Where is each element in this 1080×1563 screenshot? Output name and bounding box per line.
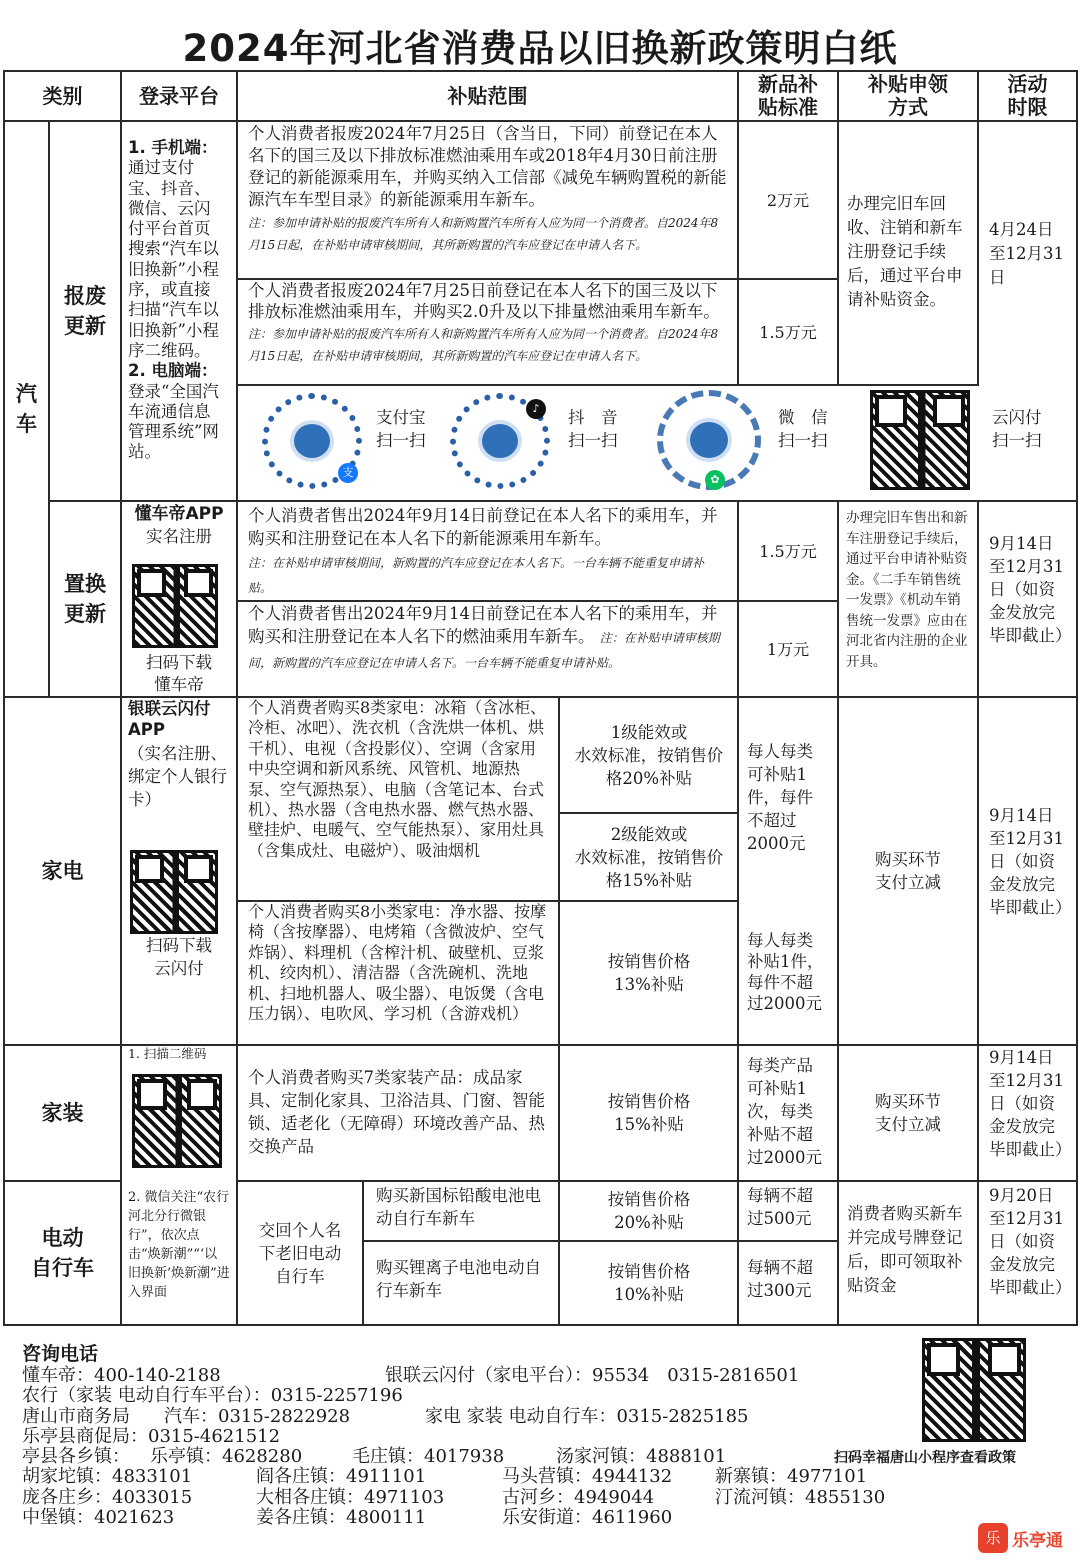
ebike-row1-cap: 每辆不超过500元 — [747, 1186, 813, 1228]
appliance-row2-cap: 每人每类补贴1件，每件不超过2000元 — [747, 931, 824, 1013]
ebike-row1-standard: 按销售价格 20%补贴 — [607, 1190, 691, 1232]
home-scope: 个人消费者购买7类家装产品：成品家具、定制化家具、卫浴洁具、门窗、智能锁、适老化（无障碍）环境改善产品、热交换产品 — [248, 1068, 545, 1156]
appliance-period: 9月14日至12月31日（如资金发放完毕即截止） — [989, 806, 1072, 917]
replace-row1-scope — [238, 504, 737, 600]
header-period: 活动时限 — [1007, 72, 1048, 119]
replace-row1-note: 注：在补贴申请审核期间，新购置的汽车应登记在本人名下。一台车辆不能重复申请补贴。 — [248, 556, 705, 595]
appliance-method: 购买环节 支付立减 — [875, 850, 941, 892]
replace-row2-scope — [238, 602, 737, 696]
watermark — [978, 1520, 1074, 1556]
scrap-row1-scope — [238, 122, 737, 278]
home-cap: 每类产品可补贴1次，每类补贴不超过2000元 — [747, 1056, 822, 1167]
footer-abc-phone: 农行（家装 电动自行车平台）：0315-2257196 — [22, 1385, 403, 1406]
ebike-row2-scope: 购买锂离子电池电动自行车新车 — [376, 1258, 541, 1300]
subcategory-replace: 置换更新 — [64, 572, 106, 626]
replace-row2-note: 注：在补贴申请审核期间，新购置的汽车应登记在申请人名下。一台车辆不能重复申请补贴。 — [248, 631, 720, 670]
footer-tangshan-bureau: 唐山市商务局 — [22, 1406, 130, 1427]
alipay-qr-code[interactable] — [262, 393, 362, 489]
town-phone: 胡家坨镇：4833101 — [22, 1466, 193, 1487]
xingfu-tangshan-qr-code[interactable] — [922, 1338, 1026, 1442]
scrap-row2-scope-text: 个人消费者报废2024年7月25日前登记在本人名下的国三及以下排放标准燃油乘用车，并购买2.0升及以下排量燃油乘用车新车。 — [248, 281, 720, 321]
town-phone: 中堡镇：4021623 — [22, 1507, 175, 1528]
unionpay-app-qr-code[interactable] — [130, 850, 218, 934]
replace-row1-scope-text: 个人消费者售出2024年9月14日前登记在本人名下的乘用车，并购买和注册登记在本人名下的新能源乘用车新车。 — [248, 506, 718, 548]
town-phone: 大相各庄镇：4971103 — [256, 1487, 445, 1508]
home-standard: 按销售价格 15%补贴 — [607, 1092, 691, 1134]
appliance-level1-standard: 1级能效或 水效标准，按销售价格20%补贴 — [574, 722, 724, 788]
replace-platform-register: 实名注册 — [146, 526, 212, 546]
ebike-period: 9月20日至12月31日（如资金发放完毕即截止） — [989, 1186, 1072, 1297]
appliance-row1-cap: 每人每类可补贴1件，每件不超过2000元 — [747, 742, 813, 853]
douyin-icon: ♪ — [526, 399, 546, 419]
replace-period: 9月14日至12月31日（如资金发放完毕即截止） — [989, 534, 1072, 645]
watermark-text: 乐亭通 — [1012, 1530, 1063, 1551]
scrap-platform-mobile-heading: 1. 手机端： — [128, 138, 218, 157]
scrap-row2-scope — [238, 280, 737, 384]
appliance-level2-standard: 2级能效或 水效标准，按销售价格15%补贴 — [574, 824, 724, 890]
appliance-row1-scope: 个人消费者购买8类家电：冰箱（含冰柜、冷柜、冰吧）、洗衣机（含洗烘一体机、烘干机）、电视（含投影仪）、空调（含家用中央空调和新风系统、风管机、地源热泵、空气源热泵）、电脑（含笔记本、台式机）、热水器（含电热水器、燃气热水器、壁挂炉、电暖气、空气能热泵）、家用灶具（含集成灶、电磁炉）、吸油烟机 — [248, 698, 547, 860]
home-platform-wechat: 2. 微信关注“农行河北分行微银行”，依次点击“焕新潮”“‘以旧换新’焕新潮”进入界面 — [128, 1190, 230, 1300]
ebike-trade-in: 交回个人名下老旧电动自行车 — [258, 1220, 342, 1286]
town-phone: 新寨镇：4977101 — [715, 1466, 868, 1487]
dongchedi-qr-code[interactable] — [132, 564, 218, 648]
footer-heading: 咨询电话 — [22, 1343, 99, 1365]
header-method: 补贴申领方式 — [868, 72, 948, 119]
appliance-row2-scope: 个人消费者购买8小类家电：净水器、按摩椅（含按摩器）、电烤箱（含微波炉、空气炸锅）、料理机（含榨汁机、破壁机、豆浆机、绞肉机）、清洁器（含洗碗机、洗地机、扫地机器人、吸尘器）、电饭煲（含电压力锅）、电吹风、学习机（含游戏机） — [248, 902, 547, 1024]
wechat-scan-label: 微 信 扫一扫 — [778, 408, 828, 450]
scrap-row2-note: 注：参加申请补贴的报废汽车所有人和新购置汽车所有人应为同一个消费者。自2024年8月15日起，在补贴申请审核期间，其所新购置的汽车应登记在申请人名下。 — [248, 327, 719, 363]
replace-platform-app: 懂车帝APP — [134, 503, 224, 524]
subcategory-scrap: 报废更新 — [64, 284, 106, 338]
town-phone: 姜各庄镇：4800111 — [256, 1507, 427, 1528]
home-period: 9月14日至12月31日（如资金发放完毕即截止） — [989, 1048, 1072, 1159]
footer-towns-title: 亭县各乡镇： — [22, 1446, 130, 1467]
unionpay-qr-code[interactable] — [870, 390, 970, 490]
scrap-period: 4月24日至12月31日 — [989, 220, 1064, 287]
category-car: 汽车 — [16, 382, 37, 436]
footer-unionpay-phone: 银联云闪付（家电平台）：95534 0315-2816501 — [385, 1365, 800, 1386]
scrap-row1-note: 注：参加申请补贴的报废汽车所有人和新购置汽车所有人应为同一个消费者。自2024年8月15日起，在补贴申请审核期间，其所新购置的汽车应登记在申请人名下。 — [248, 216, 719, 252]
header-scope: 补贴范围 — [447, 83, 528, 108]
town-phone: 汀流河镇：4855130 — [715, 1487, 886, 1508]
scrap-method: 办理完旧车回收、注销和新车注册登记手续后，通过平台申请补贴资金。 — [847, 194, 963, 309]
alipay-icon: 支 — [338, 463, 358, 483]
replace-row1-standard: 1.5万元 — [759, 541, 817, 561]
footer-dongchedi-phone: 懂车帝：400-140-2188 — [22, 1365, 221, 1386]
ebike-method: 消费者购买新车并完成号牌登记后，即可领取补贴资金 — [847, 1204, 963, 1295]
abc-qr-code[interactable] — [132, 1074, 222, 1168]
footer-laoting-bureau: 乐亭县商促局：0315-4621512 — [22, 1426, 281, 1447]
home-platform-scan: 1. 扫描二维码 — [128, 1046, 207, 1061]
appliance-row2-standard: 按销售价格 13%补贴 — [607, 952, 691, 994]
leting-logo-icon: 乐 — [978, 1523, 1008, 1553]
header-standard: 新品补贴标准 — [758, 72, 818, 119]
unionpay-scan-label: 云闪付 扫一扫 — [992, 408, 1042, 450]
ebike-row2-cap: 每辆不超过300元 — [747, 1258, 813, 1300]
town-phone: 古河乡：4949044 — [502, 1487, 655, 1508]
appliance-platform-register: （实名注册、绑定个人银行卡） — [128, 744, 227, 809]
footer-tangshan-car-phone: 汽车：0315-2822928 — [164, 1406, 351, 1427]
town-phone: 乐亭镇：4628280 — [150, 1446, 303, 1467]
replace-method: 办理完旧车售出和新车注册登记手续后，通过平台申请补贴资金。《二手车销售统一发票》《机动车销售统一发票》应由在河北省内注册的企业开具。 — [846, 510, 968, 670]
header-platform: 登录平台 — [139, 83, 219, 108]
douyin-qr-code[interactable] — [450, 393, 550, 489]
replace-row2-scope-text: 个人消费者售出2024年9月14日前登记在本人名下的乘用车，并购买和注册登记在本人名下的燃油乘用车新车。 — [248, 604, 718, 646]
ebike-row2-standard: 按销售价格 10%补贴 — [607, 1262, 691, 1304]
scrap-platform-pc-heading: 2. 电脑端： — [128, 361, 218, 381]
category-ebike: 电动 自行车 — [31, 1226, 94, 1280]
town-phone: 马头营镇：4944132 — [502, 1466, 673, 1487]
town-phone: 汤家河镇：4888101 — [556, 1446, 727, 1467]
category-appliance: 家电 — [41, 859, 84, 883]
scrap-row2-standard: 1.5万元 — [759, 322, 817, 342]
ebike-row1-scope: 购买新国标铅酸电池电动自行车新车 — [376, 1186, 541, 1228]
unionpay-app-qr-caption: 扫码下载 云闪付 — [146, 936, 212, 978]
town-phone: 庞各庄乡：4033015 — [22, 1487, 193, 1508]
footer-tangshan-other-phone: 家电 家装 电动自行车：0315-2825185 — [425, 1406, 749, 1427]
wechat-icon: ✿ — [705, 470, 725, 490]
wechat-qr-code[interactable] — [657, 390, 761, 490]
header-category: 类别 — [42, 83, 83, 108]
town-phone: 毛庄镇：4017938 — [352, 1446, 505, 1467]
town-phone: 阎各庄镇：4911101 — [256, 1466, 427, 1487]
douyin-scan-label: 抖 音 扫一扫 — [568, 408, 618, 450]
scrap-row1-scope-text: 个人消费者报废2024年7月25日（含当日，下同）前登记在本人名下的国三及以下排放标准燃油乘用车或2018年4月30日前注册登记的新能源乘用车，并购买纳入工信部《减免车辆购置税的新能源汽车车型目录》的新能源乘用车新车。 — [248, 124, 727, 209]
dongchedi-qr-caption: 扫码下载 懂车帝 — [146, 653, 212, 694]
replace-row2-standard: 1万元 — [766, 639, 810, 659]
alipay-scan-label: 支付宝 扫一扫 — [376, 408, 426, 450]
xingfu-tangshan-qr-caption: 扫码幸福唐山小程序查看政策 — [834, 1450, 1016, 1466]
scrap-platform — [122, 136, 236, 496]
home-method: 购买环节 支付立减 — [875, 1092, 941, 1134]
town-phone: 乐安街道：4611960 — [502, 1507, 673, 1528]
appliance-platform-app: 银联云闪付APP — [128, 699, 211, 739]
scrap-platform-pc: 登录“全国汽车流通信息管理系统”网站。 — [128, 381, 219, 462]
scrap-row1-standard: 2万元 — [766, 190, 810, 210]
category-home: 家装 — [41, 1101, 84, 1125]
page-title: 2024年河北省消费品以旧换新政策明白纸 — [182, 27, 898, 70]
scrap-platform-mobile: 通过支付宝、抖音、微信、云闪付平台首页搜索“汽车以旧换新”小程序，或直接扫描“汽车以旧换新”小程序二维码。 — [128, 158, 219, 360]
